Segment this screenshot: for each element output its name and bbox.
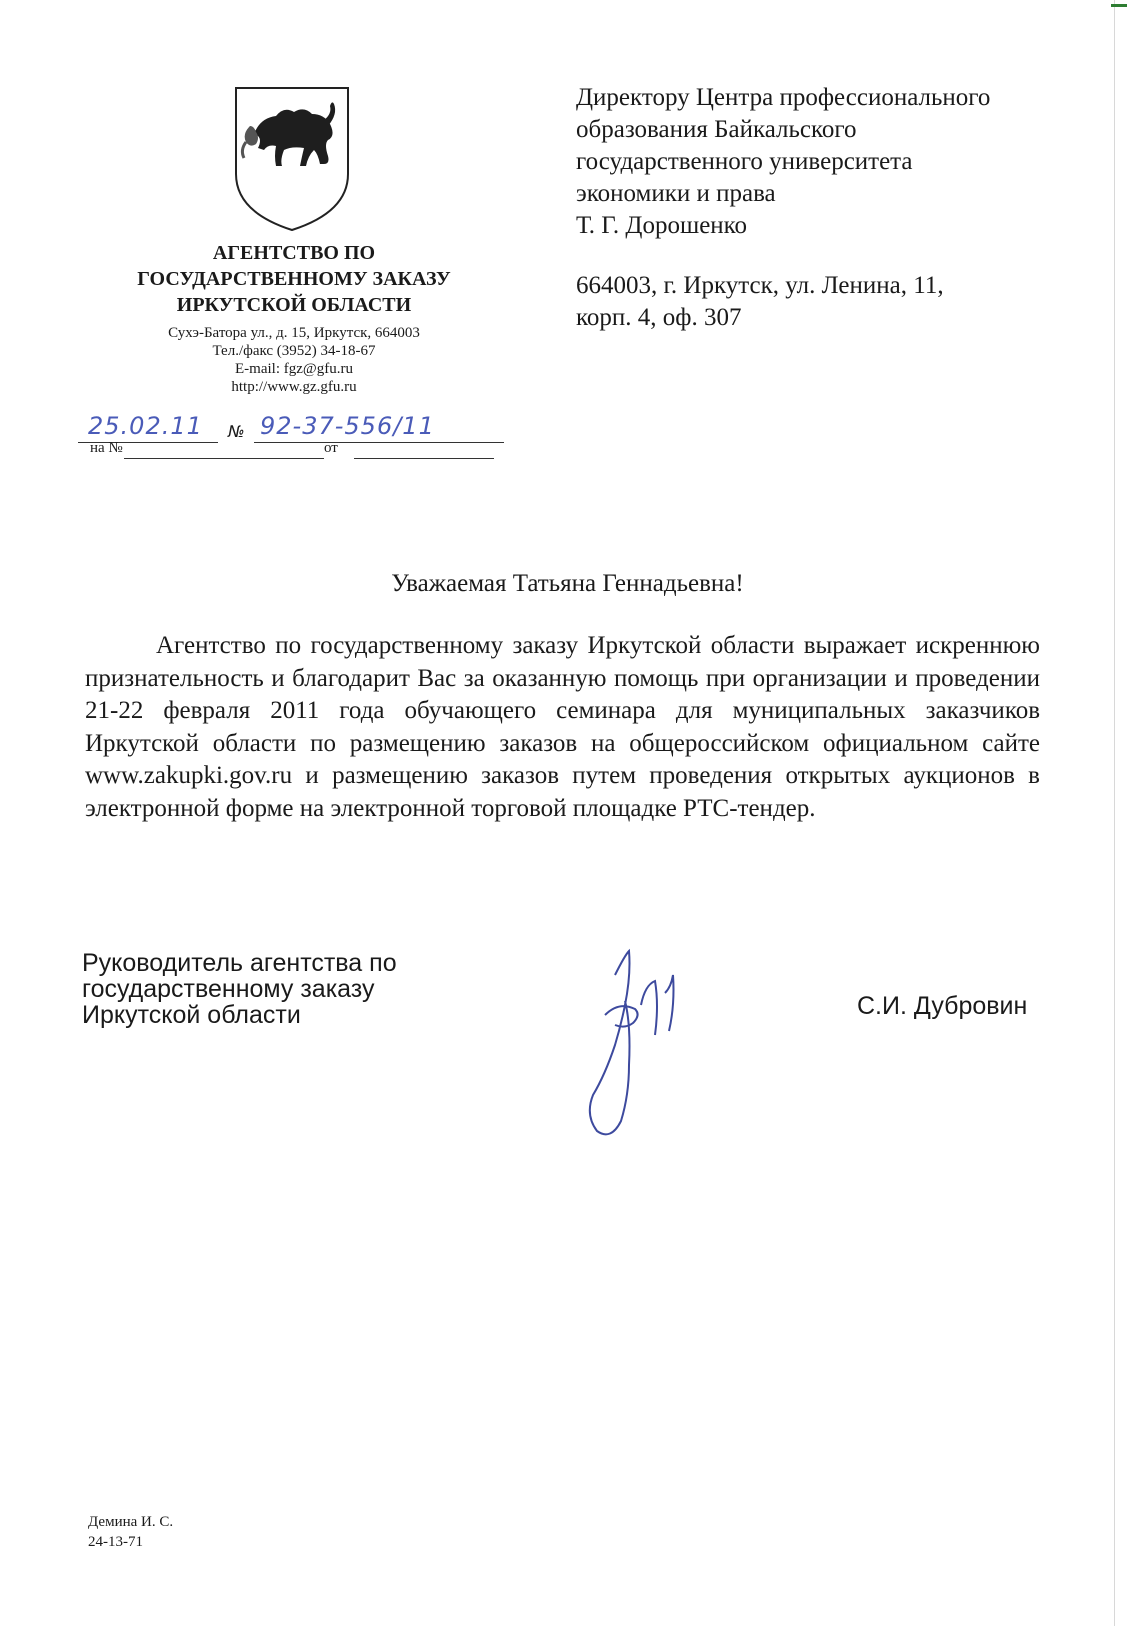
- recipient-line: образования Байкальского: [576, 116, 857, 143]
- scan-edge-line: [1114, 0, 1115, 1626]
- recipient-line: экономики и права: [576, 180, 776, 207]
- registration-date: 25.02.11: [88, 412, 203, 440]
- ref-number-label: на №: [90, 440, 123, 456]
- agency-website: http://www.gz.gfu.ru: [231, 379, 357, 395]
- recipient-spacer: [576, 242, 1056, 270]
- agency-header: [84, 240, 504, 396]
- recipient-line: Директору Центра профессионального: [576, 84, 991, 111]
- recipient-line: Т. Г. Дорошенко: [576, 212, 748, 239]
- handwritten-signature: [585, 945, 705, 1145]
- agency-name-line: ГОСУДАРСТВЕННОМУ ЗАКАЗУ: [137, 268, 451, 290]
- signatory-title-line: государственному заказу: [82, 975, 375, 1003]
- recipient-line: государственного университета: [576, 148, 913, 175]
- registration-number-sign: №: [228, 422, 246, 441]
- agency-name-line: ИРКУТСКОЙ ОБЛАСТИ: [176, 294, 412, 316]
- executor-name: Демина И. С.: [88, 1514, 174, 1530]
- agency-name: [84, 240, 504, 318]
- signatory-name: С.И. Дубровин: [857, 992, 1028, 1020]
- executor-info: [88, 1512, 173, 1552]
- agency-contacts: [84, 324, 504, 396]
- ref-number-underline: [124, 458, 324, 459]
- ref-date-underline: [354, 458, 494, 459]
- executor-phone: 24-13-71: [88, 1534, 143, 1550]
- recipient-address-line: корп. 4, оф. 307: [576, 304, 742, 331]
- letter-greeting: Уважаемая Татьяна Геннадьевна!: [391, 570, 744, 597]
- signatory-title-line: Руководитель агентства по: [82, 949, 397, 977]
- coat-of-arms-icon: [232, 84, 352, 234]
- agency-address: Сухэ-Батора ул., д. 15, Иркутск, 664003: [168, 325, 420, 341]
- agency-email: E-mail: fgz@gfu.ru: [235, 361, 353, 377]
- signatory-title-line: Иркутской области: [82, 1001, 301, 1029]
- recipient-block: [576, 82, 1056, 334]
- registration-number: 92-37-556/11: [260, 412, 435, 440]
- ref-from-label: от: [324, 440, 338, 456]
- agency-name-line: АГЕНТСТВО ПО: [212, 242, 376, 264]
- recipient-address-line: 664003, г. Иркутск, ул. Ленина, 11,: [576, 272, 944, 299]
- signatory-title: [82, 950, 397, 1028]
- letter-body: Агентство по государственному заказу Иркутской области выражает искреннюю признательность и благодарит Вас за оказанную помощь при организации и проведении 21-22 февраля 2011 года обучающего семинара для муниципальных заказчиков Иркутской области по размещению заказов на общероссийском официальном сайте www.zakupki.gov.ru и размещению заказов путем проведения открытых аукционов в электронной форме на электронной торговой площадке РТС-тендер.: [85, 632, 1040, 822]
- scan-corner-mark: [1111, 4, 1127, 7]
- agency-phone: Тел./факс (3952) 34-18-67: [212, 343, 376, 359]
- reference-line: [90, 440, 530, 466]
